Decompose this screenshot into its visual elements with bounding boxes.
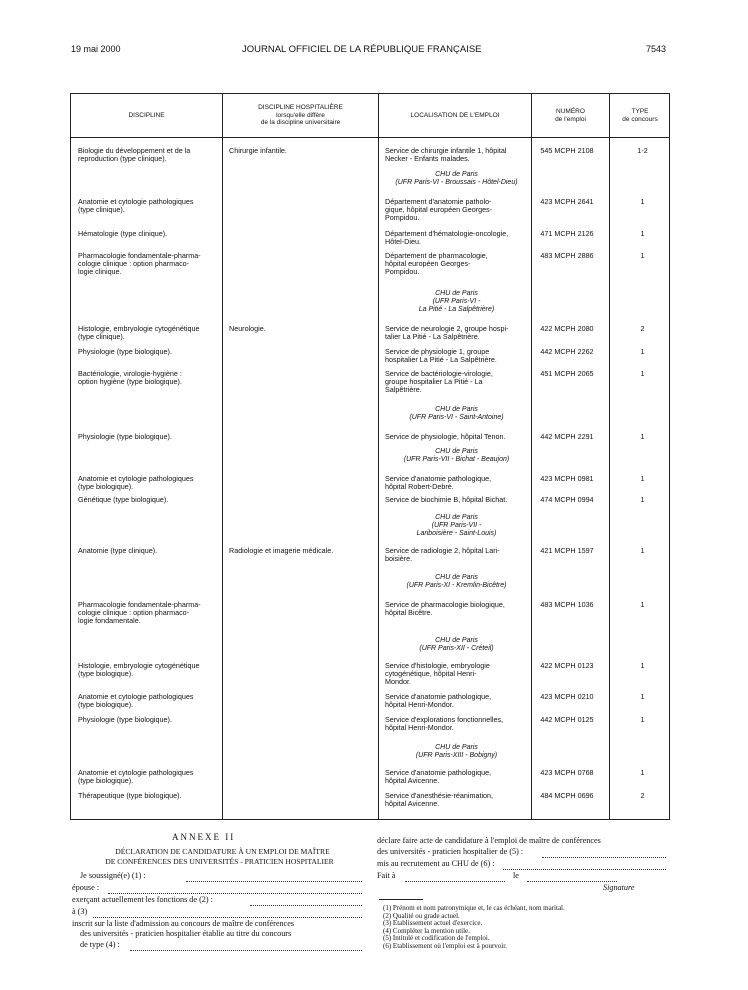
discipline-cell: Anatomie et cytologie pathologiques (type biologique).: [78, 474, 194, 492]
chu-group-label: CHU de Paris (UFR Paris-VI - Saint-Antoine): [409, 406, 504, 422]
discipline-cell: Anatomie et cytologie pathologiques (type clinique).: [78, 197, 194, 215]
footnote: (4) Compléter la mention utile.: [383, 926, 470, 935]
discipline-cell: Anatomie et cytologie pathologiques (type biologique).: [78, 692, 194, 710]
discipline-cell: Physiologie (type biologique).: [78, 432, 172, 441]
col-header-numero: NUMÉRO de l'emploi: [555, 108, 586, 123]
location-cell: Service d'anesthésie-réanimation, hôpital Avicenne.: [385, 791, 494, 809]
appointments-table: [70, 93, 670, 820]
location-cell: Service de pharmacologie biologique, hôpital Bicêtre.: [385, 600, 505, 618]
location-cell: Service de physiologie, hôpital Tenon.: [385, 432, 506, 441]
form-label-chu: mis au recrutement au CHU de (6) :: [377, 859, 495, 868]
form-label-le: le: [513, 871, 519, 880]
form-label-fonctions: exerçant actuellement les fonctions de (2) :: [72, 895, 213, 904]
hospital-discipline-cell: Chirurgie infantile.: [229, 146, 287, 155]
form-field-soussigne[interactable]: [186, 874, 362, 882]
competition-type-cell: 1: [640, 715, 645, 724]
post-number-cell: 451 MCPH 2065: [540, 369, 594, 378]
chu-group-label: CHU de Paris (UFR Paris-XI - Kremlin-Bicêtre): [406, 574, 507, 590]
footnote: (3) Etablissement actuel d'exercice.: [383, 919, 483, 928]
location-cell: Département de pharmacologie, hôpital européen Georges- Pompidou.: [385, 251, 488, 277]
discipline-cell: Génétique (type biologique).: [78, 495, 169, 504]
location-cell: Service de chirurgie infantile 1, hôpital Necker - Enfants malades.: [385, 146, 507, 164]
chu-group-label: CHU de Paris (UFR Paris-VII - Lariboisière - Saint-Louis): [416, 514, 497, 538]
footnote-rule: [379, 899, 423, 900]
form-label-fait-a: Fait à: [377, 871, 396, 880]
location-cell: Service d'anatomie pathologique, hôpital Henri-Mondor.: [385, 692, 492, 710]
location-cell: Service de radiologie 2, hôpital Lari- boisière.: [385, 546, 500, 564]
post-number-cell: 483 MCPH 1036: [540, 600, 594, 609]
discipline-cell: Anatomie et cytologie pathologiques (type biologique).: [78, 768, 194, 786]
form-label-lieu: à (3): [72, 907, 88, 916]
location-cell: Département d'anatomie patholo- gique, hôpital européen Georges- Pompidou.: [385, 197, 493, 223]
column-divider: [609, 94, 610, 819]
location-cell: Service d'anatomie pathologique, hôpital Robert-Debré.: [385, 474, 492, 492]
header-date: 19 mai 2000: [71, 44, 121, 54]
post-number-cell: 421 MCPH 1597: [540, 546, 594, 555]
column-divider: [378, 94, 379, 819]
competition-type-cell: 1: [640, 229, 645, 238]
hospital-discipline-cell: Neurologie.: [229, 324, 266, 333]
competition-type-cell: 2: [640, 791, 645, 800]
post-number-cell: 423 MCPH 0981: [540, 474, 594, 483]
footnote: (2) Qualité ou grade actuel.: [383, 911, 460, 920]
chu-group-label: CHU de Paris (UFR Paris-VI - Broussais - Hôtel-Dieu): [395, 171, 518, 187]
post-number-cell: 423 MCPH 2641: [540, 197, 594, 206]
competition-type-cell: 1: [640, 432, 645, 441]
competition-type-cell: 1: [640, 546, 645, 555]
competition-type-cell: 1: [640, 661, 645, 670]
chu-group-label: CHU de Paris (UFR Paris-VI - La Pitié - La Salpêtrière): [418, 290, 495, 314]
col-header-discipline: DISCIPLINE: [128, 111, 165, 119]
footnote: (5) Intitulé et codification de l'emploi.: [383, 934, 490, 943]
form-field-lieu[interactable]: [93, 910, 362, 918]
footnote: (6) Etablissement où l'emploi est à pourvoir.: [383, 942, 507, 950]
competition-type-cell: 1: [640, 768, 645, 777]
chu-group-label: CHU de Paris (UFR Paris-XIII - Bobigny): [415, 744, 498, 760]
location-cell: Service de neurologie 2, groupe hospi- talier La Pitié - La Salpêtrière.: [385, 324, 509, 342]
form-text-declare: déclare faire acte de candidature à l'emploi de maître de conférences: [377, 836, 601, 845]
page-number: 7543: [646, 44, 667, 54]
post-number-cell: 423 MCPH 0210: [540, 692, 594, 701]
discipline-cell: Pharmacologie fondamentale-pharma- cologie clinique : option pharmaco- logie fondamentale.: [78, 600, 201, 626]
col-header-hospitaliere: DISCIPLINE HOSPITALIÈRE lorsqu'elle diffère de la discipline universitaire: [258, 104, 343, 127]
competition-type-cell: 1: [640, 474, 645, 483]
discipline-cell: Anatomie (type clinique).: [78, 546, 158, 555]
journal-title: JOURNAL OFFICIEL DE LA RÉPUBLIQUE FRANÇAISE: [242, 44, 482, 55]
form-field-fonctions[interactable]: [250, 898, 362, 906]
annex-heading-line1: DÉCLARATION DE CANDIDATURE À UN EMPLOI DE MAÎTRE: [115, 847, 330, 856]
form-label-epouse: épouse :: [72, 883, 100, 892]
form-text-liste-admission-2: des universités - praticien hospitalier établie au titre du concours: [80, 929, 292, 938]
location-cell: Service de biochimie B, hôpital Bichat.: [385, 495, 508, 504]
post-number-cell: 442 MCPH 2291: [540, 432, 594, 441]
competition-type-cell: 1-2: [637, 146, 648, 155]
post-number-cell: 422 MCPH 2080: [540, 324, 594, 333]
post-number-cell: 484 MCPH 0696: [540, 791, 594, 800]
discipline-cell: Biologie du développement et de la reproduction (type clinique).: [78, 146, 191, 164]
hospital-discipline-cell: Radiologie et imagerie médicale.: [229, 546, 334, 555]
form-text-liste-admission: inscrit sur la liste d'admission au concours de maître de conférences: [72, 919, 295, 928]
location-cell: Service d'anatomie pathologique, hôpital Avicenne.: [385, 768, 492, 786]
discipline-cell: Histologie, embryologie cytogénétique (type clinique).: [78, 324, 200, 342]
discipline-cell: Thérapeutique (type biologique).: [78, 791, 182, 800]
annex-heading-line2: DE CONFÉRENCES DES UNIVERSITÉS - PRATICIEN HOSPITALIER: [105, 857, 334, 866]
form-label-soussigne: Je soussigné(e) (1) :: [80, 871, 146, 880]
form-field-date[interactable]: [527, 874, 617, 882]
chu-group-label: CHU de Paris (UFR Paris-VII - Bichat - Beaujon): [403, 448, 510, 464]
post-number-cell: 483 MCPH 2886: [540, 251, 594, 260]
form-field-epouse[interactable]: [108, 886, 362, 894]
competition-type-cell: 1: [640, 197, 645, 206]
location-cell: Département d'hématologie-oncologie, Hôtel-Dieu.: [385, 229, 509, 247]
header-divider: [71, 137, 669, 138]
competition-type-cell: 1: [640, 251, 645, 260]
col-header-type: TYPE de concours: [622, 108, 658, 123]
location-cell: Service d'histologie, embryologie cytogénétique, hôpital Henri- Mondor.: [385, 661, 490, 687]
form-field-fait-a[interactable]: [405, 874, 505, 882]
discipline-cell: Histologie, embryologie cytogénétique (type biologique).: [78, 661, 200, 679]
footnote: (1) Prénom et nom patronymique et, le cas échéant, nom marital.: [383, 904, 565, 912]
form-label-type-concours: de type (4) :: [80, 940, 120, 949]
location-cell: Service d'explorations fonctionnelles, hôpital Henri-Mondor.: [385, 715, 504, 733]
location-cell: Service de bactériologie-virologie, groupe hospitalier La Pitié - La Salpêtrière.: [385, 369, 493, 395]
chu-group-label: CHU de Paris (UFR Paris-XII - Créteil): [419, 637, 494, 653]
competition-type-cell: 2: [640, 324, 645, 333]
competition-type-cell: 1: [640, 692, 645, 701]
post-number-cell: 474 MCPH 0994: [540, 495, 594, 504]
form-label-discipline: des universités - praticien hospitalier de (5) :: [377, 847, 524, 856]
discipline-cell: Hématologie (type clinique).: [78, 229, 168, 238]
discipline-cell: Pharmacologie fondamentale-pharma- cologie clinique : option pharmaco- logie clinique.: [78, 251, 201, 277]
post-number-cell: 422 MCPH 0123: [540, 661, 594, 670]
form-field-type-concours[interactable]: [130, 943, 362, 951]
competition-type-cell: 1: [640, 600, 645, 609]
discipline-cell: Physiologie (type biologique).: [78, 347, 172, 356]
form-label-signature: Signature: [603, 883, 635, 892]
location-cell: Service de physiologie 1, groupe hospitalier La Pitié - La Salpêtrière.: [385, 347, 497, 365]
post-number-cell: 423 MCPH 0768: [540, 768, 594, 777]
annex-title: ANNEXE II: [172, 832, 236, 842]
competition-type-cell: 1: [640, 347, 645, 356]
post-number-cell: 442 MCPH 2262: [540, 347, 594, 356]
competition-type-cell: 1: [640, 495, 645, 504]
col-header-localisation: LOCALISATION DE L'EMPLOI: [410, 111, 500, 119]
competition-type-cell: 1: [640, 369, 645, 378]
discipline-cell: Physiologie (type biologique).: [78, 715, 172, 724]
post-number-cell: 471 MCPH 2126: [540, 229, 594, 238]
form-field-chu[interactable]: [503, 862, 666, 870]
form-field-discipline[interactable]: [542, 850, 666, 858]
post-number-cell: 442 MCPH 0125: [540, 715, 594, 724]
post-number-cell: 545 MCPH 2108: [540, 146, 594, 155]
discipline-cell: Bactériologie, virologie-hygiène : option hygiène (type biologique).: [78, 369, 182, 387]
